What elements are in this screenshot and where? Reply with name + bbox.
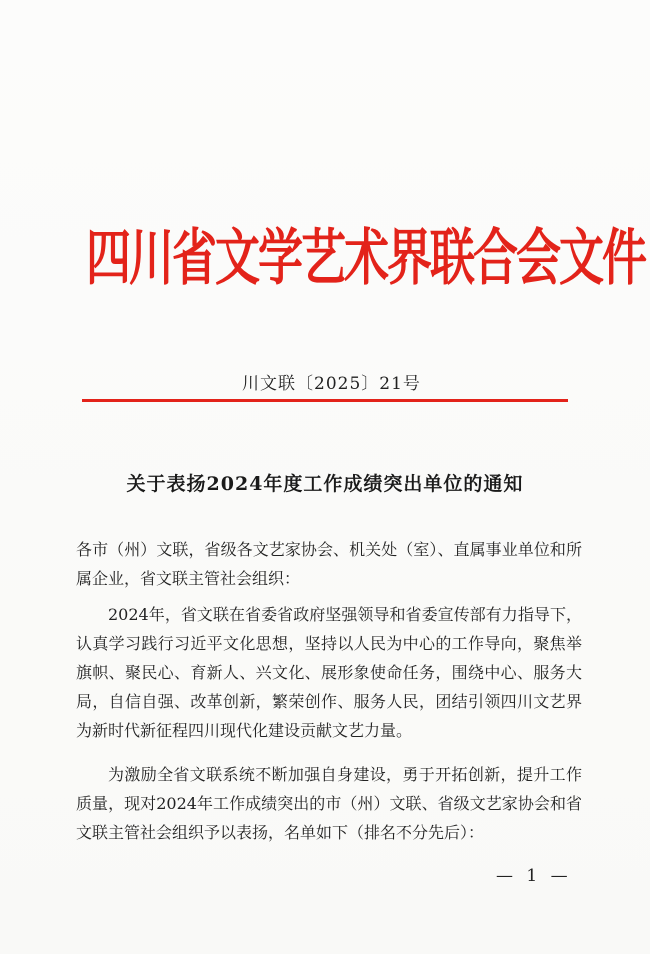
body-paragraph-1: 2024年，省文联在省委省政府坚强领导和省委宣传部有力指导下，认真学习践行习近平文化思想，坚持以人民为中心的工作导向，聚焦举旗帜、聚民心、育新人、兴文化、展形象使命任务，围绕中心、服务大局，自信自强、改革创新，繁荣创作、服务人民，团结引领四川文艺界为新时代新征程四川现代化建设贡献文艺力量。	[76, 605, 582, 740]
issuer-header-title: 四川省文学艺术界联合会文件	[86, 222, 646, 294]
red-divider-line	[82, 399, 568, 402]
document-number: 川文联〔2025〕21号	[242, 374, 421, 394]
page-number: — 1 —	[496, 866, 572, 886]
salutation-paragraph: 各市（州）文联，省级各文艺家协会、机关处（室）、直属事业单位和所属企业，省文联主管社会组织：	[76, 540, 582, 588]
notice-title: 关于表扬2024年度工作成绩突出单位的通知	[126, 473, 524, 495]
body-paragraph-2: 为激励全省文联系统不断加强自身建设，勇于开拓创新，提升工作质量，现对2024年工作成绩突出的市（州）文联、省级文艺家协会和省文联主管社会组织予以表扬，名单如下（排名不分先后）：	[76, 765, 582, 842]
